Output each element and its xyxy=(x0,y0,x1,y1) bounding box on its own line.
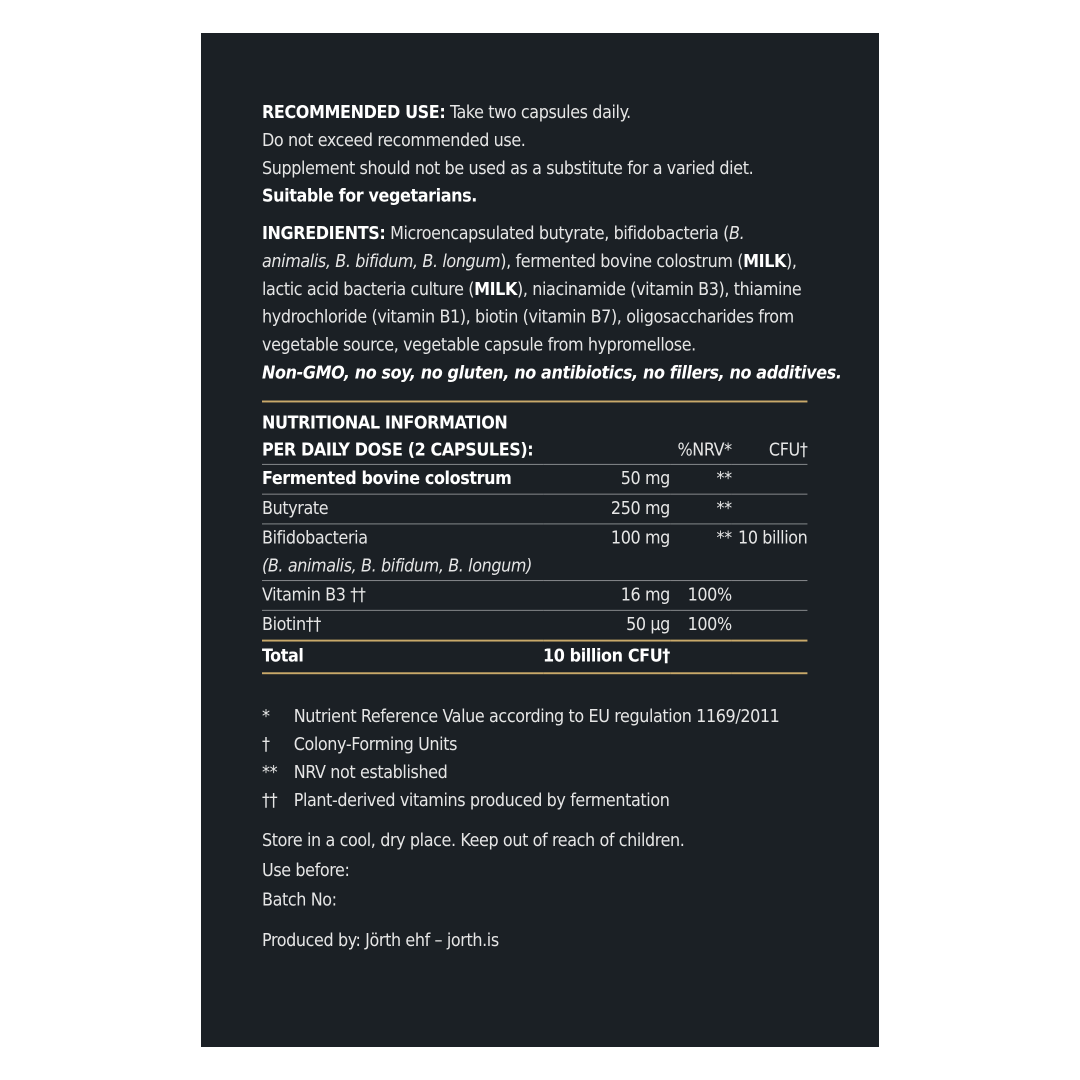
nutrient-cfu xyxy=(732,581,808,611)
amount-header xyxy=(543,437,670,464)
table-row xyxy=(262,494,807,524)
ingredients-section xyxy=(262,220,842,387)
diet-warning: Supplement should not be used as a substitute for a varied diet. xyxy=(262,158,754,179)
ingredients-heading: INGREDIENTS: xyxy=(262,223,386,244)
nutrient-name: Vitamin B3 †† xyxy=(262,581,543,611)
allergen-milk: MILK xyxy=(474,279,517,300)
nutrient-name: Fermented bovine colostrum xyxy=(262,464,543,494)
nutrient-name-cell xyxy=(262,524,543,581)
nutrition-title-2: PER DAILY DOSE (2 CAPSULES): xyxy=(262,437,543,464)
table-row xyxy=(262,581,807,611)
storage-instructions: Store in a cool, dry place. Keep out of reach of children. xyxy=(262,830,685,851)
total-row xyxy=(262,641,807,674)
ingredients-part: Microencapsulated butyrate, bifidobacteria ( xyxy=(385,223,729,244)
use-before-label: Use before: xyxy=(262,860,350,881)
nutrient-cfu xyxy=(732,610,808,640)
footnote xyxy=(262,703,807,731)
label-content xyxy=(262,99,842,955)
total-label: Total xyxy=(262,641,543,674)
nutrient-amount: 100 mg xyxy=(543,524,670,581)
allergen-milk: MILK xyxy=(743,251,787,272)
vegetarian-note: Suitable for vegetarians. xyxy=(262,186,477,207)
nutrition-table xyxy=(262,410,807,674)
footnote-text: Nutrient Reference Value according to EU regulation 1169/2011 xyxy=(293,706,780,728)
footnote-mark: †† xyxy=(262,790,278,811)
nutrient-amount: 50 mg xyxy=(543,464,670,494)
nutrient-amount: 250 mg xyxy=(543,494,670,524)
nutrient-amount: 50 µg xyxy=(543,610,670,640)
nutrient-name: Bifidobacteria xyxy=(262,528,368,549)
footnote xyxy=(262,759,807,787)
nutrient-subtitle: (B. animalis, B. bifidum, B. longum) xyxy=(262,556,532,577)
footnotes xyxy=(262,703,807,814)
ingredients-text xyxy=(262,220,807,359)
footnote-text: Plant-derived vitamins produced by fermentation xyxy=(293,790,670,811)
gold-divider xyxy=(262,401,807,403)
nutrition-title-1: NUTRITIONAL INFORMATION xyxy=(262,413,508,434)
nutrient-nrv: 100% xyxy=(670,610,732,640)
non-gmo-statement: Non-GMO, no soy, no gluten, no antibiotics, no fillers, no additives. xyxy=(262,363,842,384)
batch-number-label: Batch No: xyxy=(262,890,337,911)
footnote-text: Colony-Forming Units xyxy=(293,734,458,755)
footnote xyxy=(262,731,807,759)
ingredients-part: ), fermented bovine colostrum ( xyxy=(500,251,744,272)
nutrient-cfu xyxy=(732,494,808,524)
nutrition-title-row xyxy=(262,410,807,437)
recommended-use-text: Take two capsules daily. xyxy=(445,102,631,124)
nutrient-name: Butyrate xyxy=(262,494,543,524)
nutrient-nrv: 100% xyxy=(670,581,732,611)
nutrient-nrv: ** xyxy=(670,464,732,494)
label-panel xyxy=(201,33,879,1047)
nrv-header: %NRV* xyxy=(670,437,732,464)
total-value: 10 billion CFU† xyxy=(543,641,670,674)
ingredients-part: ), lactic acid bacteria culture ( xyxy=(262,251,797,300)
total-cfu xyxy=(732,641,808,674)
cfu-header: CFU† xyxy=(732,437,808,464)
storage-section xyxy=(262,826,807,915)
recommended-use-heading: RECOMMENDED USE: xyxy=(262,102,446,124)
table-row xyxy=(262,524,807,581)
table-row xyxy=(262,610,807,640)
total-nrv xyxy=(670,641,732,674)
nutrient-cfu: 10 billion xyxy=(732,524,808,581)
ingredients-part: ), niacinamide (vitamin B3), thiamine hydrochloride (vitamin B1), biotin (vitamin B7), oligosaccharides from vegetable source, vegetable capsule from hypromellose. xyxy=(262,279,802,356)
table-row xyxy=(262,464,807,494)
nutrient-name: Biotin†† xyxy=(262,610,543,640)
footnote xyxy=(262,787,807,815)
ingredients-species: B. animalis, B. bifidum, B. longum xyxy=(262,223,745,272)
nutrient-nrv: ** xyxy=(670,494,732,524)
recommended-use-line xyxy=(262,99,807,127)
nutrient-nrv: ** xyxy=(670,524,732,581)
recommended-use-section xyxy=(262,99,807,210)
footnote-mark: * xyxy=(262,706,270,728)
producer-info: Produced by: Jörth ehf – jorth.is xyxy=(262,930,499,951)
footnote-mark: ** xyxy=(262,762,278,783)
nutrient-cfu xyxy=(732,464,808,494)
dose-warning: Do not exceed recommended use. xyxy=(262,130,526,151)
footnote-mark: † xyxy=(262,734,270,755)
nutrition-header-row xyxy=(262,437,807,464)
nutrient-amount: 16 mg xyxy=(543,581,670,611)
footnote-text: NRV not established xyxy=(293,762,448,783)
